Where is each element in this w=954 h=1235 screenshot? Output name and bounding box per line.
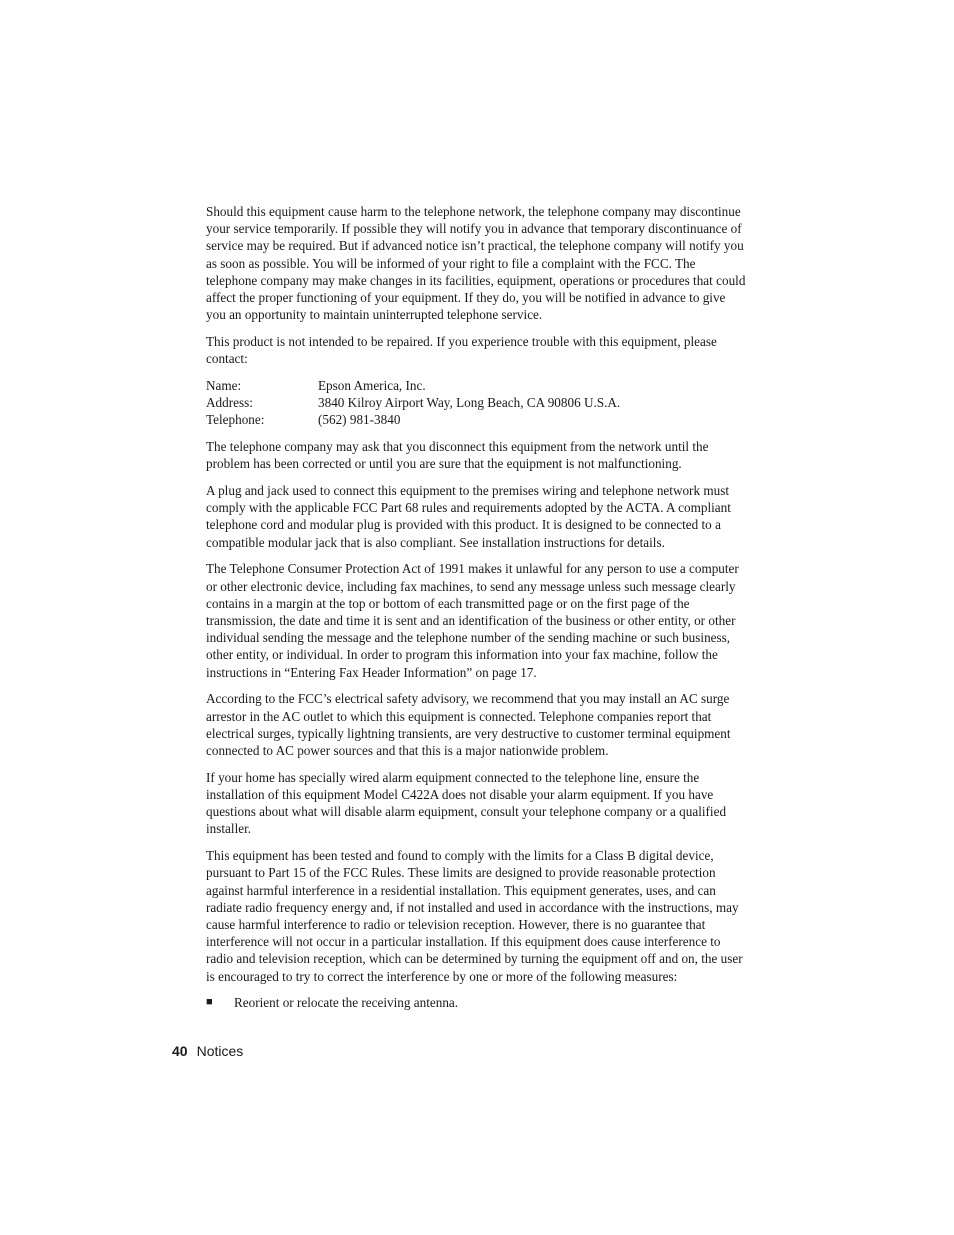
contact-name-value: Epson America, Inc. xyxy=(318,378,426,394)
paragraph-plug-jack: A plug and jack used to connect this equipment to the premises wiring and telephone network must comply with the applicable FCC Part 68 rules and requirements adopted by the ACTA. A compliant telephone cord and modular plug is provided with this product. It is designed to be connected to a compatible modular jack that is also compliant. See installation instructions for details. xyxy=(206,482,731,550)
square-bullet-icon: ■ xyxy=(206,996,213,1009)
contact-address-value: 3840 Kilroy Airport Way, Long Beach, CA 90806 U.S.A. xyxy=(318,395,621,411)
paragraph-repair-contact: This product is not intended to be repaired. If you experience trouble with this equipment, please contact: xyxy=(206,334,717,367)
paragraph-disconnect: The telephone company may ask that you disconnect this equipment from the network until the problem has been corrected or until you are sure that the equipment is not malfunctioning. xyxy=(206,438,709,472)
contact-telephone-value: (562) 981-3840 xyxy=(318,412,401,428)
page-number: 40 xyxy=(172,1043,188,1059)
bullet-text: Reorient or relocate the receiving antenna. xyxy=(234,995,459,1011)
paragraph-surge-advisory: According to the FCC’s electrical safety advisory, we recommend that you may install an AC surge arrestor in the AC outlet to which this equipment is connected. Telephone companies report that electrical surges, typically lightning transients, are very destructive to customer terminal equipment connected to AC power sources and that this is a major nationwide problem. xyxy=(206,691,731,758)
paragraph-class-b: This equipment has been tested and found to comply with the limits for a Class B digital device, pursuant to Part 15 of the FCC Rules. These limits are designed to provide reasonable protection against harmful interference in a residential installation. This equipment generates, uses, and can radiate radio frequency energy and, if not installed and used in accordance with the instructions, may cause harmful interference to radio or television reception. However, there is no guarantee that interference will not occur in a particular installation. If this equipment does cause interference to radio and television reception, which can be determined by turning the equipment off and on, the user is encouraged to try to correct the interference by one or more of the following measures: xyxy=(206,848,743,984)
paragraph-alarm-equipment: If your home has specially wired alarm equipment connected to the telephone line, ensure the installation of this equipment Model C422A does not disable your alarm equipment. If you have questions about what will disable alarm equipment, consult your telephone company or a qualified installer. xyxy=(206,769,727,837)
paragraph-tcpa: The Telephone Consumer Protection Act of 1991 makes it unlawful for any person to use a computer or other electronic device, including fax machines, to send any message unless such message clearly contains in a margin at the top or bottom of each transmitted page or on the first page of the transmission, the date and time it is sent and an identification of the business or other entity, or other individual sending the message and the telephone number of the sending machine or such business, other entity, or individual. In order to program this information into your fax machine, follow the instructions in “Entering Fax Header Information” on page 17. xyxy=(206,561,739,680)
contact-telephone-label: Telephone: xyxy=(206,412,265,428)
contact-row-address xyxy=(206,394,748,411)
section-title: Notices xyxy=(196,1043,244,1059)
document-body xyxy=(206,203,748,1012)
contact-address-label: Address: xyxy=(206,395,253,411)
contact-row-telephone xyxy=(206,411,748,428)
list-item xyxy=(206,994,748,1011)
contact-info xyxy=(206,377,748,429)
paragraph-network-harm: Should this equipment cause harm to the telephone network, the telephone company may discontinue your service temporarily. If possible they will notify you in advance that temporary discontinuance of service may be required. But if advanced notice isn’t practical, the telephone company will notify you as soon as possible. You will be informed of your right to file a complaint with the FCC. The telephone company may make changes in its facilities, equipment, operations or procedures that could affect the proper functioning of your equipment. If they do, you will be notified in advance to give you an opportunity to maintain uninterrupted telephone service. xyxy=(206,204,746,323)
contact-row-name xyxy=(206,377,748,394)
contact-name-label: Name: xyxy=(206,378,242,394)
page-footer xyxy=(172,1041,243,1061)
